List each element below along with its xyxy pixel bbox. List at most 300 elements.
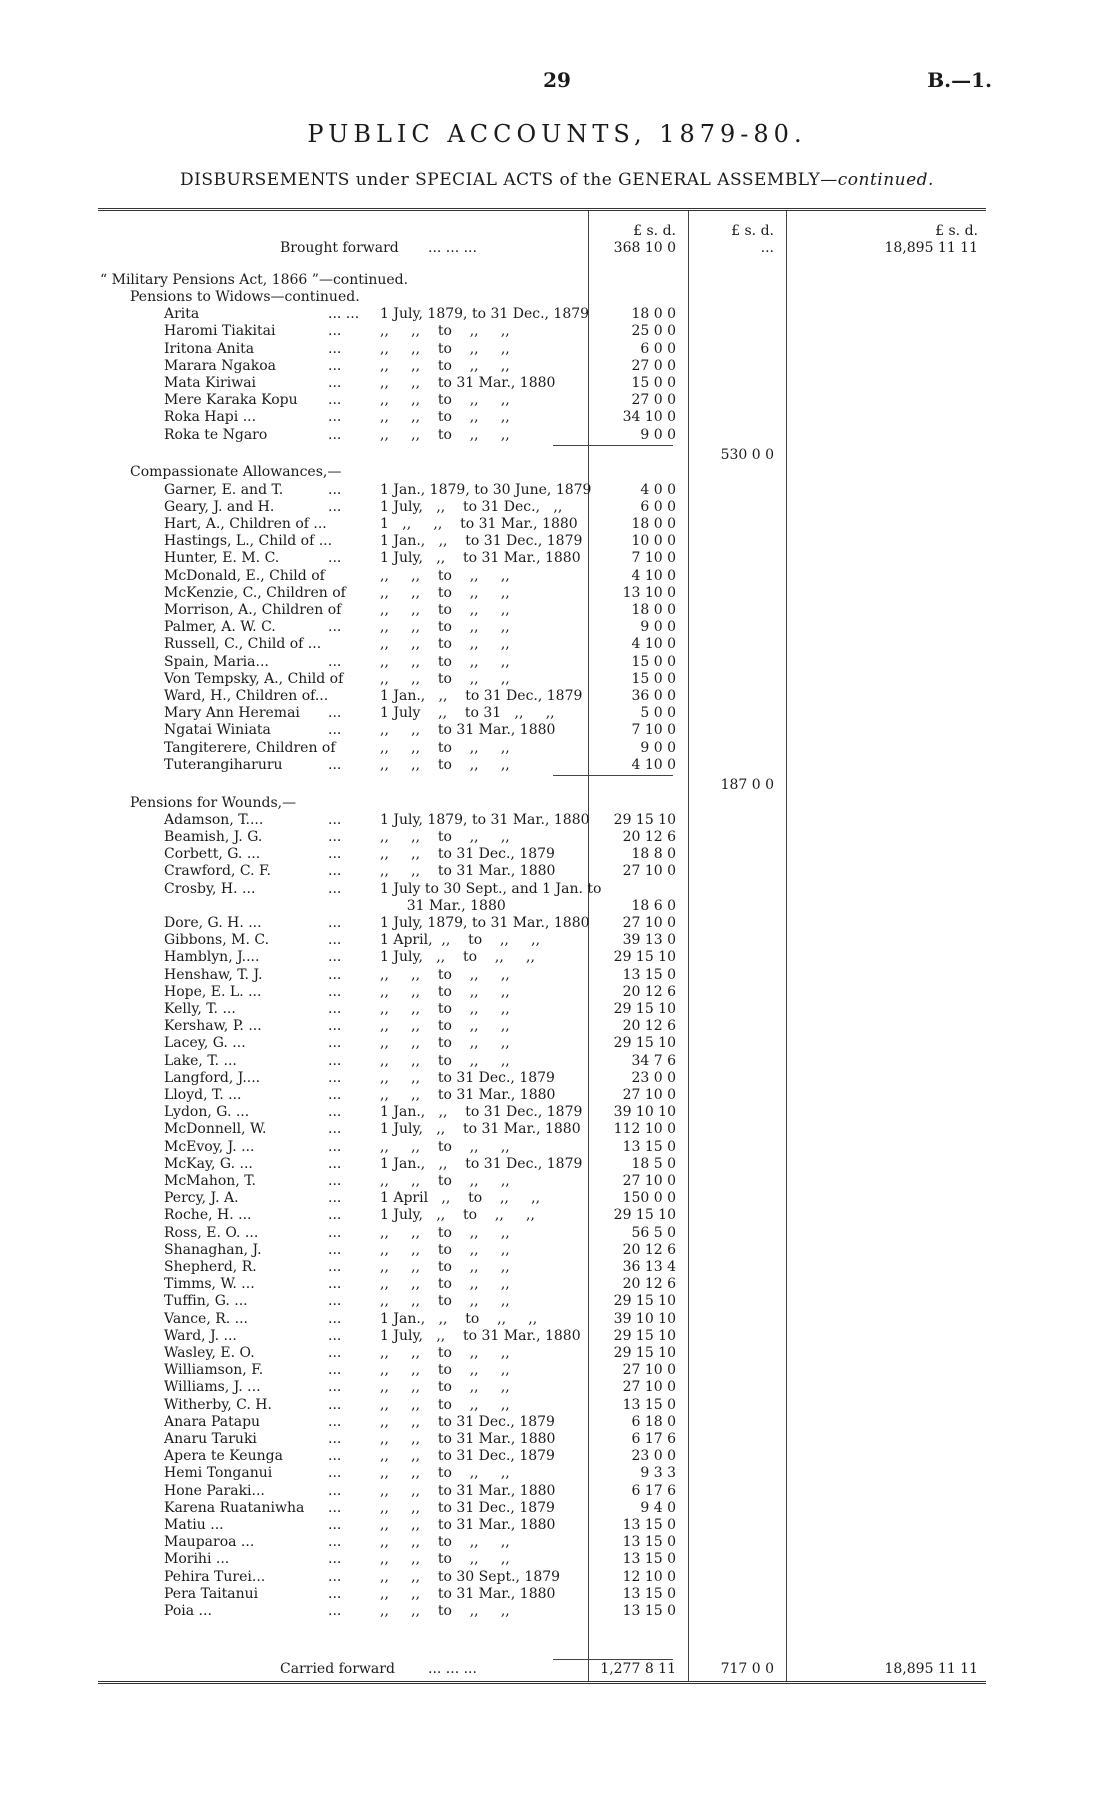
leader-dots: ... (328, 1431, 342, 1448)
payment-period: 1 Jan., ,, to 31 Dec., 1879 (380, 688, 583, 705)
document-reference: B.—1. (927, 68, 992, 92)
pensioner-name: Arita (164, 306, 200, 323)
pensioner-name: Crosby, H. ... (164, 880, 256, 897)
payment-period: ,, ,, to ,, ,, (380, 1224, 510, 1241)
payment-amount: 18 8 0 (631, 846, 676, 863)
payment-amount: 29 15 10 (613, 1293, 676, 1310)
payment-period: ,, ,, to ,, ,, (380, 1534, 510, 1551)
payment-period: ,, ,, to ,, ,, (380, 739, 510, 756)
payment-period: ,, ,, to ,, ,, (380, 829, 510, 846)
payment-amount: 20 12 6 (622, 983, 676, 1000)
pensioner-name: Palmer, A. W. C. (164, 619, 276, 636)
group-subtotal: 187 0 0 (720, 777, 774, 794)
payment-amount: 6 17 6 (631, 1482, 676, 1499)
leader-dots: ... (328, 1087, 342, 1104)
payment-amount: 18 0 0 (631, 306, 676, 323)
leader-dots: ... (328, 1138, 342, 1155)
leader-dots: ... (328, 409, 342, 426)
pensioner-name: Roka Hapi ... (164, 409, 257, 426)
payment-amount: 13 15 0 (622, 1534, 676, 1551)
payment-amount: 13 15 0 (622, 1551, 676, 1568)
leader-dots: ... (328, 1104, 342, 1121)
leader-dots: ... (328, 1345, 342, 1362)
payment-amount: 4 10 0 (631, 636, 676, 653)
payment-period: 1 July, ,, to 31 Mar., 1880 (380, 1121, 581, 1138)
payment-amount: 20 12 6 (622, 1276, 676, 1293)
payment-period: ,, ,, to ,, ,, (380, 1396, 510, 1413)
pensioner-name: Langford, J.... (164, 1069, 261, 1086)
payment-period: ,, ,, to 31 Mar., 1880 (380, 1482, 556, 1499)
leader-dots: ... (328, 1465, 342, 1482)
payment-amount: 36 13 4 (622, 1259, 676, 1276)
payment-amount: 36 0 0 (631, 688, 676, 705)
leader-dots: ... (328, 426, 342, 443)
pensioner-name: Percy, J. A. (164, 1190, 239, 1207)
payment-period: ,, ,, to 31 Mar., 1880 (380, 375, 556, 391)
leader-dots: ... (328, 619, 342, 636)
leader-dots: ... (328, 705, 342, 722)
payment-amount: 29 15 10 (613, 1001, 676, 1018)
payment-amount: 9 0 0 (640, 619, 676, 636)
pensioner-name: Gibbons, M. C. (164, 932, 270, 949)
group-title: Compassionate Allowances,— (130, 464, 342, 481)
leader-dots: ... (328, 756, 342, 773)
pensioner-name: Kelly, T. ... (164, 1001, 236, 1018)
payment-amount: 27 10 0 (622, 915, 676, 932)
payment-period: ,, ,, to ,, ,, (380, 1345, 510, 1362)
payment-amount: 18 0 0 (631, 602, 676, 619)
payment-period: 1 April ,, to ,, ,, (380, 1190, 541, 1207)
payment-amount: 18 0 0 (631, 516, 676, 533)
payment-period: ,, ,, to 31 Dec., 1879 (380, 1499, 555, 1516)
pensioner-name: McKenzie, C., Children of (164, 584, 346, 601)
pensioner-name: Lydon, G. ... (164, 1104, 250, 1121)
brought-forward-dots: ... ... ... (428, 240, 477, 256)
payment-period: ,, ,, to 31 Mar., 1880 (380, 1585, 556, 1602)
payment-period: ,, ,, to ,, ,, (380, 1001, 510, 1018)
payment-period: ,, ,, to ,, ,, (380, 1259, 510, 1276)
brought-forward-amount-3: 18,895 11 11 (884, 240, 978, 256)
payment-amount: 12 10 0 (622, 1568, 676, 1585)
payment-amount: 29 15 10 (613, 1207, 676, 1224)
payment-amount: 29 15 10 (613, 949, 676, 966)
payment-period: ,, ,, to ,, ,, (380, 636, 510, 653)
payment-period: ,, ,, to ,, ,, (380, 323, 510, 340)
column-divider (786, 211, 787, 1681)
pensioner-name: Williams, J. ... (164, 1379, 261, 1396)
payment-amount: 9 0 0 (640, 426, 676, 443)
leader-dots: ... (328, 1276, 342, 1293)
leader-dots: ... (328, 481, 342, 498)
payment-amount: 20 12 6 (622, 829, 676, 846)
carried-forward-label: Carried forward (280, 1661, 395, 1677)
pensioner-name: Roka te Ngaro (164, 426, 268, 443)
pensioner-name: Ward, J. ... (164, 1327, 237, 1344)
pensioner-name: Hamblyn, J.... (164, 949, 260, 966)
leader-dots: ... (328, 498, 342, 515)
leader-dots: ... (328, 1001, 342, 1018)
payment-period: ,, ,, to ,, ,, (380, 1551, 510, 1568)
leader-dots: ... (328, 829, 342, 846)
payment-period: 1 July, ,, to 31 Mar., 1880 (380, 550, 581, 567)
payment-amount: 27 10 0 (622, 863, 676, 880)
group-title: Pensions for Wounds,— (130, 794, 297, 811)
pensioner-name: Corbett, G. ... (164, 846, 261, 863)
leader-dots: ... (328, 1224, 342, 1241)
payment-amount: 13 15 0 (622, 1603, 676, 1620)
payment-amount: 23 0 0 (631, 1069, 676, 1086)
pensioner-name: McMahon, T. (164, 1173, 256, 1190)
pensioner-name: Iritona Anita (164, 340, 255, 357)
pensioner-name: McKay, G. ... (164, 1155, 253, 1172)
payment-period: ,, ,, to ,, ,, (380, 584, 510, 601)
brought-forward-label: Brought forward (280, 240, 399, 256)
pensioner-name: Lloyd, T. ... (164, 1087, 242, 1104)
pensioner-name: Anara Patapu (164, 1413, 261, 1430)
leader-dots: ... (328, 1155, 342, 1172)
payment-period: ,, ,, to ,, ,, (380, 409, 510, 426)
payment-period: ,, ,, to ,, ,, (380, 756, 510, 773)
payment-amount: 6 17 6 (631, 1431, 676, 1448)
payment-period: 1 July, ,, to 31 Dec., ,, (380, 498, 563, 515)
payment-period: ,, ,, to ,, ,, (380, 1362, 510, 1379)
pensioner-name: Spain, Maria... (164, 653, 269, 670)
pensioner-name: Dore, G. H. ... (164, 915, 262, 932)
leader-dots: ... (328, 1310, 342, 1327)
payment-amount: 27 0 0 (631, 392, 676, 409)
payment-period: 1 July ,, to 31 ,, ,, (380, 705, 555, 722)
payment-period: 1 July, ,, to 31 Mar., 1880 (380, 1327, 581, 1344)
payment-amount: 27 10 0 (622, 1362, 676, 1379)
leader-dots: ... ... (328, 306, 360, 323)
pensioner-name: Marara Ngakoa (164, 357, 277, 374)
payment-amount: 4 10 0 (631, 567, 676, 584)
leader-dots: ... (328, 1551, 342, 1568)
pensioner-name: Von Tempsky, A., Child of (164, 670, 344, 687)
pensioner-name: Hart, A., Children of ... (164, 516, 327, 533)
leader-dots: ... (328, 811, 342, 828)
payment-amount: 9 4 0 (640, 1499, 676, 1516)
leader-dots: ... (328, 915, 342, 932)
subtitle-continued: continued. (837, 170, 934, 190)
pensioner-name: Tuffin, G. ... (164, 1293, 248, 1310)
pensioner-name: Morihi ... (164, 1551, 230, 1568)
payment-amount: 29 15 10 (613, 811, 676, 828)
payment-period: ,, ,, to ,, ,, (380, 983, 510, 1000)
page-title: PUBLIC ACCOUNTS, 1879-80. (307, 120, 807, 148)
leader-dots: ... (328, 323, 342, 340)
pensioner-name: Lacey, G. ... (164, 1035, 246, 1052)
pensioner-name: Mauparoa ... (164, 1534, 255, 1551)
payment-period: 1 July, ,, to ,, ,, (380, 1207, 535, 1224)
leader-dots: ... (328, 863, 342, 880)
payment-amount: 9 3 3 (640, 1465, 676, 1482)
payment-amount: 7 10 0 (631, 722, 676, 739)
payment-amount: 13 15 0 (622, 1585, 676, 1602)
carried-forward-dots: ... ... ... (428, 1661, 477, 1677)
payment-period: ,, ,, to 31 Dec., 1879 (380, 1069, 555, 1086)
payment-period: ,, ,, to ,, ,, (380, 1173, 510, 1190)
pensioner-name: Garner, E. and T. (164, 481, 284, 498)
page-subtitle (0, 170, 1114, 190)
carried-forward-amount-2: 717 0 0 (720, 1661, 774, 1677)
pensioner-name: Apera te Keunga (164, 1448, 283, 1465)
subtitle-main: DISBURSEMENTS under SPECIAL ACTS of the GENERAL ASSEMBLY— (180, 170, 838, 190)
brought-forward-amount-2: ... (760, 240, 774, 256)
leader-dots: ... (328, 1362, 342, 1379)
pensioner-name: Karena Ruataniwha (164, 1499, 305, 1516)
pensioner-name: Vance, R. ... (164, 1310, 249, 1327)
payment-amount: 20 12 6 (622, 1241, 676, 1258)
payment-period: ,, ,, to ,, ,, (380, 1035, 510, 1052)
payment-period: 1 July to 30 Sept., and 1 Jan. to (380, 880, 602, 897)
payment-amount: 27 10 0 (622, 1379, 676, 1396)
pensioner-name: Beamish, J. G. (164, 829, 263, 846)
payment-amount: 18 6 0 (631, 897, 676, 914)
carried-forward-amount-1: 1,277 8 11 (600, 1661, 676, 1677)
pensioner-name: Henshaw, T. J. (164, 966, 263, 983)
pensioner-name: Adamson, T.... (164, 811, 264, 828)
leader-dots: ... (328, 1173, 342, 1190)
leader-dots: ... (328, 1413, 342, 1430)
pensioner-name: Matiu ... (164, 1517, 224, 1534)
payment-period: ,, ,, to 30 Sept., 1879 (380, 1568, 561, 1585)
leader-dots: ... (328, 949, 342, 966)
payment-period: ,, ,, to ,, ,, (380, 1018, 510, 1035)
leader-dots: ... (328, 1018, 342, 1035)
payment-amount: 34 10 0 (622, 409, 676, 426)
pensioner-name: Haromi Tiakitai (164, 323, 276, 340)
payment-amount: 39 13 0 (622, 932, 676, 949)
column-header-2: £ s. d. (731, 223, 774, 239)
payment-amount: 27 10 0 (622, 1087, 676, 1104)
leader-dots: ... (328, 932, 342, 949)
payment-period: ,, ,, to ,, ,, (380, 1138, 510, 1155)
pensioner-name: Tangiterere, Children of (164, 739, 336, 756)
payment-amount: 4 10 0 (631, 756, 676, 773)
pensioner-name: Russell, C., Child of ... (164, 636, 322, 653)
pensioner-name: Williamson, F. (164, 1362, 264, 1379)
payment-amount: 9 0 0 (640, 739, 676, 756)
subtotal-rule (553, 445, 673, 446)
pensioner-name: Mere Karaka Kopu (164, 392, 298, 409)
payment-amount: 150 0 0 (622, 1190, 676, 1207)
payment-period: 1 Jan., ,, to ,, ,, (380, 1310, 538, 1327)
payment-amount: 4 0 0 (640, 481, 676, 498)
carried-forward-amount-3: 18,895 11 11 (884, 1661, 978, 1677)
total-rule (553, 1659, 673, 1660)
leader-dots: ... (328, 392, 342, 409)
pensioner-name: Hone Paraki... (164, 1482, 265, 1499)
payment-period: ,, ,, to ,, ,, (380, 1052, 510, 1069)
payment-period: ,, ,, to ,, ,, (380, 1603, 510, 1620)
payment-amount: 13 15 0 (622, 1517, 676, 1534)
pensioner-name: Timms, W. ... (164, 1276, 255, 1293)
group-subtotal: 530 0 0 (720, 446, 774, 463)
payment-period: ,, ,, to ,, ,, (380, 1293, 510, 1310)
brought-forward-amount-1: 368 10 0 (613, 240, 676, 256)
pensioner-name: Roche, H. ... (164, 1207, 252, 1224)
payment-amount: 29 15 10 (613, 1035, 676, 1052)
payment-period: ,, ,, to 31 Mar., 1880 (380, 1087, 556, 1104)
leader-dots: ... (328, 1448, 342, 1465)
leader-dots: ... (328, 983, 342, 1000)
ledger-table (98, 208, 986, 1684)
pensioner-name: Mary Ann Heremai (164, 705, 300, 722)
pensioner-name: Ross, E. O. ... (164, 1224, 259, 1241)
payment-period: ,, ,, to 31 Dec., 1879 (380, 1413, 555, 1430)
payment-period: ,, ,, to ,, ,, (380, 1276, 510, 1293)
pensioner-name: Shepherd, R. (164, 1259, 257, 1276)
payment-amount: 13 15 0 (622, 1138, 676, 1155)
leader-dots: ... (328, 1585, 342, 1602)
payment-amount: 39 10 10 (613, 1104, 676, 1121)
payment-period: 1 Jan., ,, to 31 Dec., 1879 (380, 1155, 583, 1172)
leader-dots: ... (328, 880, 342, 897)
payment-period: 1 July, 1879, to 31 Mar., 1880 (380, 915, 590, 932)
payment-period: ,, ,, to 31 Mar., 1880 (380, 1431, 556, 1448)
payment-amount: 13 10 0 (622, 584, 676, 601)
payment-period: 1 Jan., ,, to 31 Dec., 1879 (380, 533, 583, 550)
payment-amount: 13 15 0 (622, 966, 676, 983)
payment-period: ,, ,, to ,, ,, (380, 357, 510, 374)
payment-amount: 20 12 6 (622, 1018, 676, 1035)
payment-period: ,, ,, to 31 Mar., 1880 (380, 722, 556, 739)
leader-dots: ... (328, 340, 342, 357)
pensioner-name: Kershaw, P. ... (164, 1018, 262, 1035)
pensioner-name: Crawford, C. F. (164, 863, 271, 880)
leader-dots: ... (328, 1052, 342, 1069)
payment-amount: 23 0 0 (631, 1448, 676, 1465)
payment-period: ,, ,, to 31 Dec., 1879 (380, 846, 555, 863)
pensioner-name: Poia ... (164, 1603, 212, 1620)
leader-dots: ... (328, 1207, 342, 1224)
leader-dots: ... (328, 1534, 342, 1551)
leader-dots: ... (328, 1499, 342, 1516)
payment-period: ,, ,, to 31 Dec., 1879 (380, 1448, 555, 1465)
pensioner-name: Ward, H., Children of... (164, 688, 329, 705)
column-divider (688, 211, 689, 1681)
payment-period: ,, ,, to ,, ,, (380, 619, 510, 636)
payment-amount: 10 0 0 (631, 533, 676, 550)
leader-dots: ... (328, 550, 342, 567)
leader-dots: ... (328, 1568, 342, 1585)
payment-period: 1 July, 1879, to 31 Dec., 1879 (380, 306, 590, 323)
pensioner-name: Mata Kiriwai (164, 375, 257, 391)
leader-dots: ... (328, 1190, 342, 1207)
leader-dots: ... (328, 1293, 342, 1310)
leader-dots: ... (328, 1396, 342, 1413)
leader-dots: ... (328, 1069, 342, 1086)
leader-dots: ... (328, 1035, 342, 1052)
leader-dots: ... (328, 1259, 342, 1276)
leader-dots: ... (328, 966, 342, 983)
leader-dots: ... (328, 1603, 342, 1620)
pensioner-name: McDonnell, W. (164, 1121, 267, 1138)
payment-period: 1 Jan., ,, to 31 Dec., 1879 (380, 1104, 583, 1121)
leader-dots: ... (328, 357, 342, 374)
payment-period: ,, ,, to ,, ,, (380, 426, 510, 443)
payment-period: ,, ,, to ,, ,, (380, 602, 510, 619)
pensioner-name: Shanaghan, J. (164, 1241, 262, 1258)
payment-amount: 27 0 0 (631, 357, 676, 374)
leader-dots: ... (328, 1327, 342, 1344)
payment-period: 1 July, ,, to ,, ,, (380, 949, 535, 966)
payment-amount: 25 0 0 (631, 323, 676, 340)
payment-amount: 29 15 10 (613, 1345, 676, 1362)
payment-amount: 29 15 10 (613, 1327, 676, 1344)
subtotal-rule (553, 775, 673, 776)
payment-period: ,, ,, to ,, ,, (380, 653, 510, 670)
payment-amount: 34 7 6 (631, 1052, 676, 1069)
act-heading: “ Military Pensions Act, 1866 ”—continued. (100, 272, 409, 288)
payment-period: ,, ,, to 31 Mar., 1880 (380, 863, 556, 880)
pensioner-name: Witherby, C. H. (164, 1396, 272, 1413)
pensioner-name: Ngatai Winiata (164, 722, 271, 739)
leader-dots: ... (328, 1482, 342, 1499)
payment-amount: 6 18 0 (631, 1413, 676, 1430)
payment-amount: 15 0 0 (631, 670, 676, 687)
leader-dots: ... (328, 1241, 342, 1258)
leader-dots: ... (328, 1379, 342, 1396)
payment-amount: 6 0 0 (640, 340, 676, 357)
pensioner-name: Hunter, E. M. C. (164, 550, 280, 567)
pensioner-name: McDonald, E., Child of (164, 567, 325, 584)
pensioner-name: Hemi Tonganui (164, 1465, 273, 1482)
leader-dots: ... (328, 722, 342, 739)
payment-period: 1 July, 1879, to 31 Mar., 1880 (380, 811, 590, 828)
payment-period: ,, ,, to ,, ,, (380, 670, 510, 687)
pensioner-name: Anaru Taruki (164, 1431, 257, 1448)
pensioner-name: Hastings, L., Child of ... (164, 533, 333, 550)
leader-dots: ... (328, 1517, 342, 1534)
pensioner-name: Tuterangiharuru (164, 756, 283, 773)
page-number: 29 (543, 68, 571, 92)
pensioner-name: Geary, J. and H. (164, 498, 275, 515)
payment-period: ,, ,, to ,, ,, (380, 966, 510, 983)
pensioner-name: Wasley, E. O. (164, 1345, 255, 1362)
pensioner-name: Pera Taitanui (164, 1585, 259, 1602)
group-title: Pensions to Widows—continued. (130, 289, 360, 305)
column-header-3: £ s. d. (935, 223, 978, 239)
pensioner-name: Lake, T. ... (164, 1052, 237, 1069)
pensioner-name: Morrison, A., Children of (164, 602, 342, 619)
payment-amount: 5 0 0 (640, 705, 676, 722)
payment-period: 1 Jan., 1879, to 30 June, 1879 (380, 481, 592, 498)
payment-period: ,, ,, to ,, ,, (380, 567, 510, 584)
leader-dots: ... (328, 1121, 342, 1138)
payment-period: 1 ,, ,, to 31 Mar., 1880 (380, 516, 578, 533)
payment-period: ,, ,, to ,, ,, (380, 1241, 510, 1258)
payment-amount: 56 5 0 (631, 1224, 676, 1241)
payment-amount: 27 10 0 (622, 1173, 676, 1190)
payment-amount: 6 0 0 (640, 498, 676, 515)
payment-amount: 15 0 0 (631, 375, 676, 391)
payment-period: ,, ,, to ,, ,, (380, 1379, 510, 1396)
payment-amount: 13 15 0 (622, 1396, 676, 1413)
pensioner-name: Hope, E. L. ... (164, 983, 262, 1000)
payment-amount: 39 10 10 (613, 1310, 676, 1327)
payment-period: ,, ,, to 31 Mar., 1880 (380, 1517, 556, 1534)
payment-amount: 112 10 0 (613, 1121, 676, 1138)
leader-dots: ... (328, 653, 342, 670)
payment-amount: 7 10 0 (631, 550, 676, 567)
payment-period: 31 Mar., 1880 (380, 897, 506, 914)
payment-period: ,, ,, to ,, ,, (380, 1465, 510, 1482)
leader-dots: ... (328, 846, 342, 863)
pensioner-name: McEvoy, J. ... (164, 1138, 255, 1155)
pensioner-name: Pehira Turei... (164, 1568, 266, 1585)
